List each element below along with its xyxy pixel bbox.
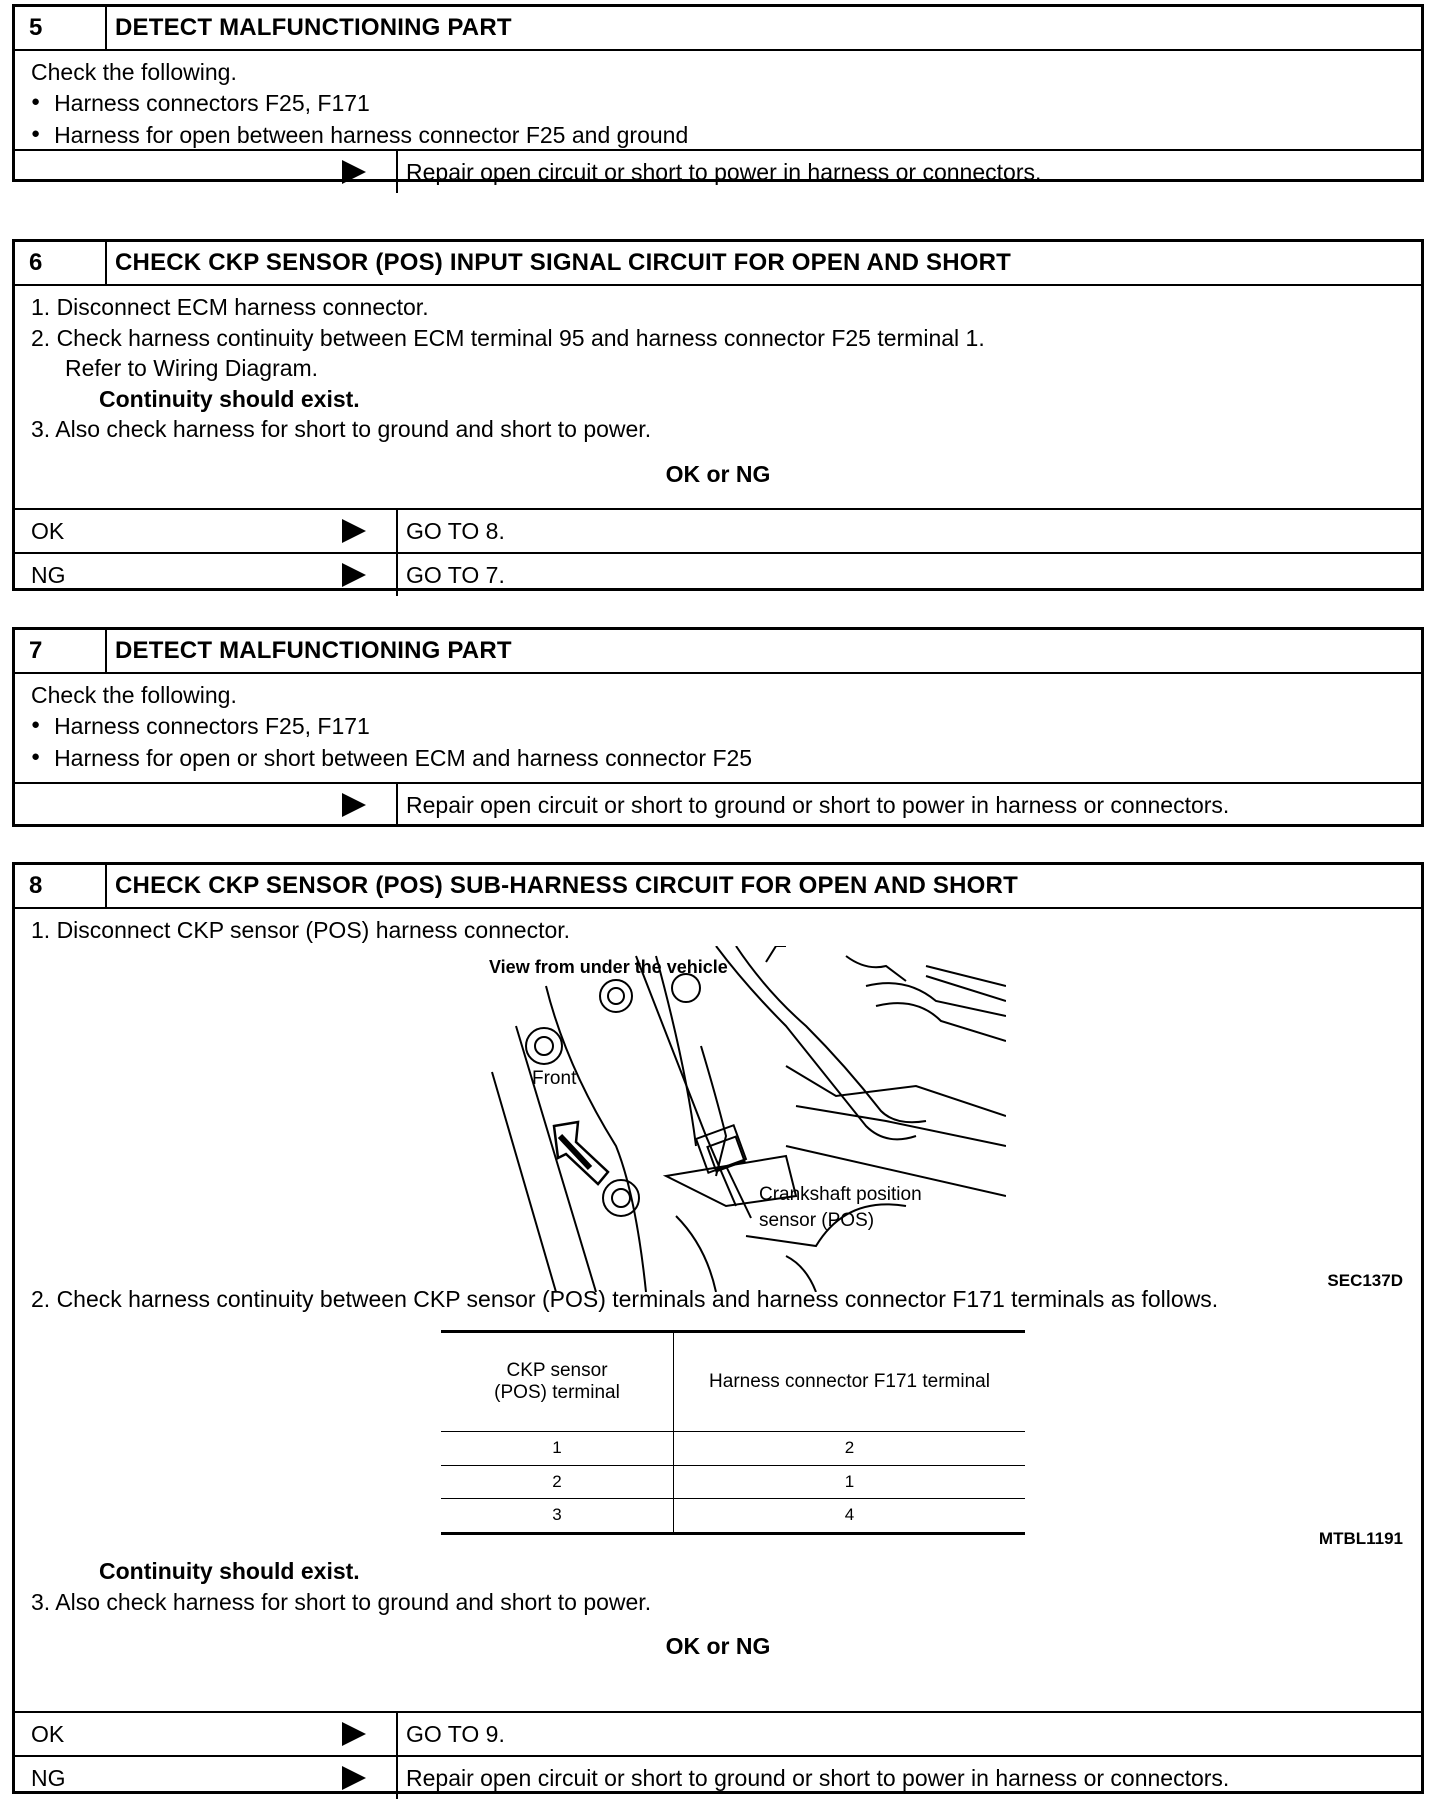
bullet-item: ● Harness for open or short between ECM and harness connector F25: [31, 743, 1405, 775]
header-line: (POS) terminal: [494, 1382, 620, 1403]
result-text: GO TO 8.: [406, 517, 505, 544]
body-line: 3. Also check harness for short to ground and short to power.: [31, 1588, 652, 1615]
bullet-item: ● Harness connectors F25, F171: [31, 88, 1405, 120]
table-cell: 2: [441, 1465, 674, 1499]
body-line: Check the following.: [31, 682, 237, 708]
result-row-ng: [15, 552, 1421, 596]
body-line: 1. Disconnect CKP sensor (POS) harness connector.: [31, 917, 571, 943]
result-label: [15, 510, 398, 552]
ok-or-ng: OK or NG: [665, 460, 771, 487]
ok-or-ng: OK or NG: [665, 1633, 771, 1659]
table-cell: 1: [674, 1465, 1026, 1499]
table-row: [441, 1499, 1025, 1534]
terminal-table: [441, 1330, 1025, 1535]
step-body: [15, 674, 1421, 782]
result-text: Repair open circuit or short to ground or short to power in harness or connectors.: [406, 791, 1230, 818]
body-line: Refer to Wiring Diagram.: [65, 355, 319, 381]
step-6: [12, 239, 1424, 591]
result-row-ng: [15, 1755, 1421, 1799]
arrow-right-icon: [342, 793, 366, 817]
step-number: 6: [15, 242, 107, 284]
arrow-right-icon: [342, 160, 366, 184]
result-label: [15, 151, 398, 193]
front-label: Front: [532, 1067, 577, 1089]
body-line: Check the following.: [31, 59, 237, 85]
table-cell: 3: [441, 1499, 674, 1534]
ng-label: NG: [31, 1764, 66, 1791]
result-label: [15, 554, 398, 596]
arrow-right-icon: [342, 563, 366, 587]
result-label: [15, 784, 398, 826]
table-header: [441, 1332, 674, 1432]
result-row-ok: [15, 508, 1421, 552]
step-title: CHECK CKP SENSOR (POS) SUB-HARNESS CIRCUIT FOR OPEN AND SHORT: [115, 872, 1018, 899]
step-number: 8: [15, 865, 107, 907]
step-header: [15, 630, 1421, 674]
body-line: 1. Disconnect ECM harness connector.: [31, 294, 429, 320]
result-text: Repair open circuit or short to ground or short to power in harness or connectors.: [406, 1764, 1230, 1791]
table-code: MTBL1191: [1318, 1529, 1403, 1548]
step-number: 7: [15, 630, 107, 672]
step-body: [15, 909, 1421, 1711]
bullet-item: ● Harness for open between harness connector F25 and ground: [31, 120, 1405, 152]
result-label: [15, 1713, 398, 1755]
step-8: [12, 862, 1424, 1794]
result-row: [15, 149, 1421, 193]
body-line: 2. Check harness continuity between ECM terminal 95 and harness connector F25 terminal 1.: [31, 324, 985, 351]
table-header: Harness connector F171 terminal: [674, 1332, 1026, 1432]
arrow-right-icon: [342, 519, 366, 543]
bullet-item: ● Harness connectors F25, F171: [31, 711, 1405, 743]
step-body: [15, 286, 1421, 508]
table-cell: 2: [674, 1432, 1026, 1466]
arrow-right-icon: [342, 1722, 366, 1746]
sensor-label: sensor (POS): [759, 1209, 875, 1231]
result-row: [15, 782, 1421, 826]
step-title: DETECT MALFUNCTIONING PART: [115, 637, 512, 664]
step-number: 5: [15, 7, 107, 49]
result-label: [15, 1757, 398, 1799]
ok-label: OK: [31, 1720, 65, 1747]
result-text: GO TO 9.: [406, 1720, 505, 1747]
continuity-note: Continuity should exist.: [99, 1558, 360, 1584]
step-7: [12, 627, 1424, 827]
arrow-right-icon: [342, 1766, 366, 1790]
body-line: 3. Also check harness for short to ground and short to power.: [31, 416, 652, 442]
step-5: [12, 4, 1424, 185]
step-header: [15, 865, 1421, 909]
header-line: CKP sensor: [506, 1360, 608, 1381]
step-title: CHECK CKP SENSOR (POS) INPUT SIGNAL CIRCUIT FOR OPEN AND SHORT: [115, 249, 1012, 276]
sensor-figure: [31, 946, 1405, 1294]
step-header: [15, 242, 1421, 286]
body-line: 2. Check harness continuity between CKP sensor (POS) terminals and harness connector F171 terminals as follows.: [31, 1285, 1219, 1312]
table-cell: 4: [674, 1499, 1026, 1534]
result-row-ok: [15, 1711, 1421, 1755]
result-text: Repair open circuit or short to power in harness or connectors.: [406, 158, 1042, 185]
engine-illustration: [486, 946, 1006, 1292]
table-row: [441, 1432, 1025, 1466]
step-body: [15, 51, 1421, 149]
result-text: GO TO 7.: [406, 561, 505, 588]
table-row: [441, 1465, 1025, 1499]
terminal-table-wrap: [31, 1314, 1405, 1556]
view-label: View from under the vehicle: [489, 956, 728, 977]
sensor-label: Crankshaft position: [759, 1183, 922, 1205]
figure-code: SEC137D: [1327, 1270, 1403, 1290]
step-title: DETECT MALFUNCTIONING PART: [115, 14, 512, 41]
ng-label: NG: [31, 561, 66, 588]
continuity-note: Continuity should exist.: [99, 385, 360, 412]
table-cell: 1: [441, 1432, 674, 1466]
step-header: [15, 7, 1421, 51]
ok-label: OK: [31, 517, 65, 544]
